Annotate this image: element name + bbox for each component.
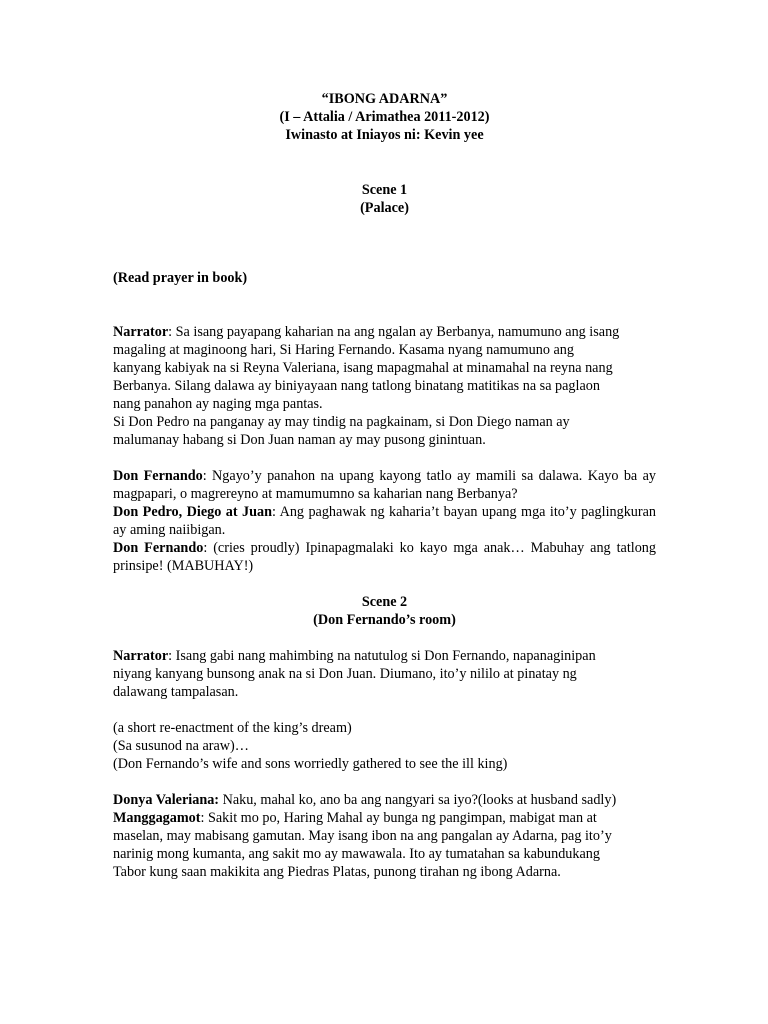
play-title-block — [113, 90, 656, 144]
dialogue-line-brothers — [113, 503, 656, 539]
speaker-narrator: Narrator — [113, 324, 169, 340]
dialogue-text: : Ngayo’y panahon na upang kayong tatlo ay mamili sa dalawa. Kayo ba ay magpapari, o magrereyno at mamumumno sa kaharian nang Berbanya? — [113, 468, 656, 502]
scene-2-heading: Scene 2 — [361, 594, 408, 610]
speaker-narrator: Narrator — [113, 648, 169, 664]
scene-1-heading: Scene 1 — [361, 182, 408, 198]
scene-2-heading-block — [113, 593, 656, 629]
manggagamot-line: narinig mong kumanta, ang sakit mo ay mawawala. Ito ay tumatahan sa kabundukang — [113, 846, 600, 862]
narrator-2-line: niyang kanyang bunsong anak na si Don Juan. Diumano, ito’y nililo at pinatay ng — [113, 666, 577, 682]
narrator-1-line: Si Don Pedro na panganay ay may tindig na pagkainam, si Don Diego naman ay — [113, 414, 570, 430]
stage-direction: (Don Fernando’s wife and sons worriedly gathered to see the ill king) — [113, 756, 508, 772]
narrator-2-line: : Isang gabi nang mahimbing na natutulog si Don Fernando, napanaginipan — [168, 648, 596, 664]
narrator-2-line: dalawang tampalasan. — [113, 684, 239, 700]
scene-1-heading-block — [113, 181, 656, 217]
speaker-don-fernando: Don Fernando — [113, 540, 204, 556]
stage-direction: (a short re-enactment of the king’s dream) — [113, 720, 352, 736]
manggagamot-line: maselan, may mabisang gamutan. May isang ibon na ang pangalan ay Adarna, pag ito’y — [113, 828, 612, 844]
play-author-credit: Iwinasto at Iniayos ni: Kevin yee — [285, 127, 484, 143]
scene-2-place: (Don Fernando’s room) — [313, 612, 456, 628]
document-page — [113, 90, 656, 881]
narrator-1-line: nang panahon ay naging mga pantas. — [113, 396, 323, 412]
dialogue-line-don-fernando — [113, 467, 656, 503]
dialogue-text: : (cries proudly) Ipinapagmalaki ko kayo mga anak… Mabuhay ang tatlong prinsipe! (MABUHAY!) — [113, 540, 656, 574]
narrator-paragraph-2 — [113, 647, 656, 701]
speaker-donya-valeriana: Donya Valeriana: — [113, 792, 220, 808]
narrator-1-line: Berbanya. Silang dalawa ay biniyayaan nang tatlong binatang matitikas na sa paglaon — [113, 378, 600, 394]
speaker-brothers: Don Pedro, Diego at Juan — [113, 504, 272, 520]
narrator-1-line: : Sa isang payapang kaharian na ang ngalan ay Berbanya, namumuno ang isang — [168, 324, 620, 340]
narrator-1-line: magaling at maginoong hari, Si Haring Fernando. Kasama nyang namumuno ang — [113, 342, 574, 358]
scene-1-place: (Palace) — [360, 200, 409, 216]
speaker-don-fernando: Don Fernando — [113, 468, 203, 484]
manggagamot-line: Tabor kung saan makikita ang Piedras Platas, punong tirahan ng ibong Adarna. — [113, 864, 561, 880]
speaker-manggagamot: Manggagamot — [113, 810, 201, 826]
narrator-1-line: kanyang kabiyak na si Reyna Valeriana, isang mapagmahal at minamahal na reyna nang — [113, 360, 613, 376]
stage-directions — [113, 719, 656, 773]
play-section-info: (I – Attalia / Arimathea 2011-2012) — [279, 109, 490, 125]
dialogue-text: : Ang paghawak ng kaharia’t bayan upang mga ito’y paglingkuran ay aming naiibigan. — [113, 504, 656, 538]
dialogue-text: Naku, mahal ko, ano ba ang nangyari sa iyo?(looks at husband sadly) — [219, 792, 617, 808]
narrator-paragraph-1 — [113, 323, 656, 449]
dialogue-block-2 — [113, 791, 656, 881]
dialogue-line-don-fernando — [113, 539, 656, 575]
manggagamot-line: : Sakit mo po, Haring Mahal ay bunga ng pangimpan, mabigat man at — [200, 810, 597, 826]
dialogue-block-1 — [113, 467, 656, 575]
prayer-direction: (Read prayer in book) — [113, 270, 248, 286]
stage-direction: (Sa susunod na araw)… — [113, 738, 249, 754]
play-title: “IBONG ADARNA” — [321, 91, 448, 107]
narrator-1-line: malumanay habang si Don Juan naman ay may pusong ginintuan. — [113, 432, 486, 448]
